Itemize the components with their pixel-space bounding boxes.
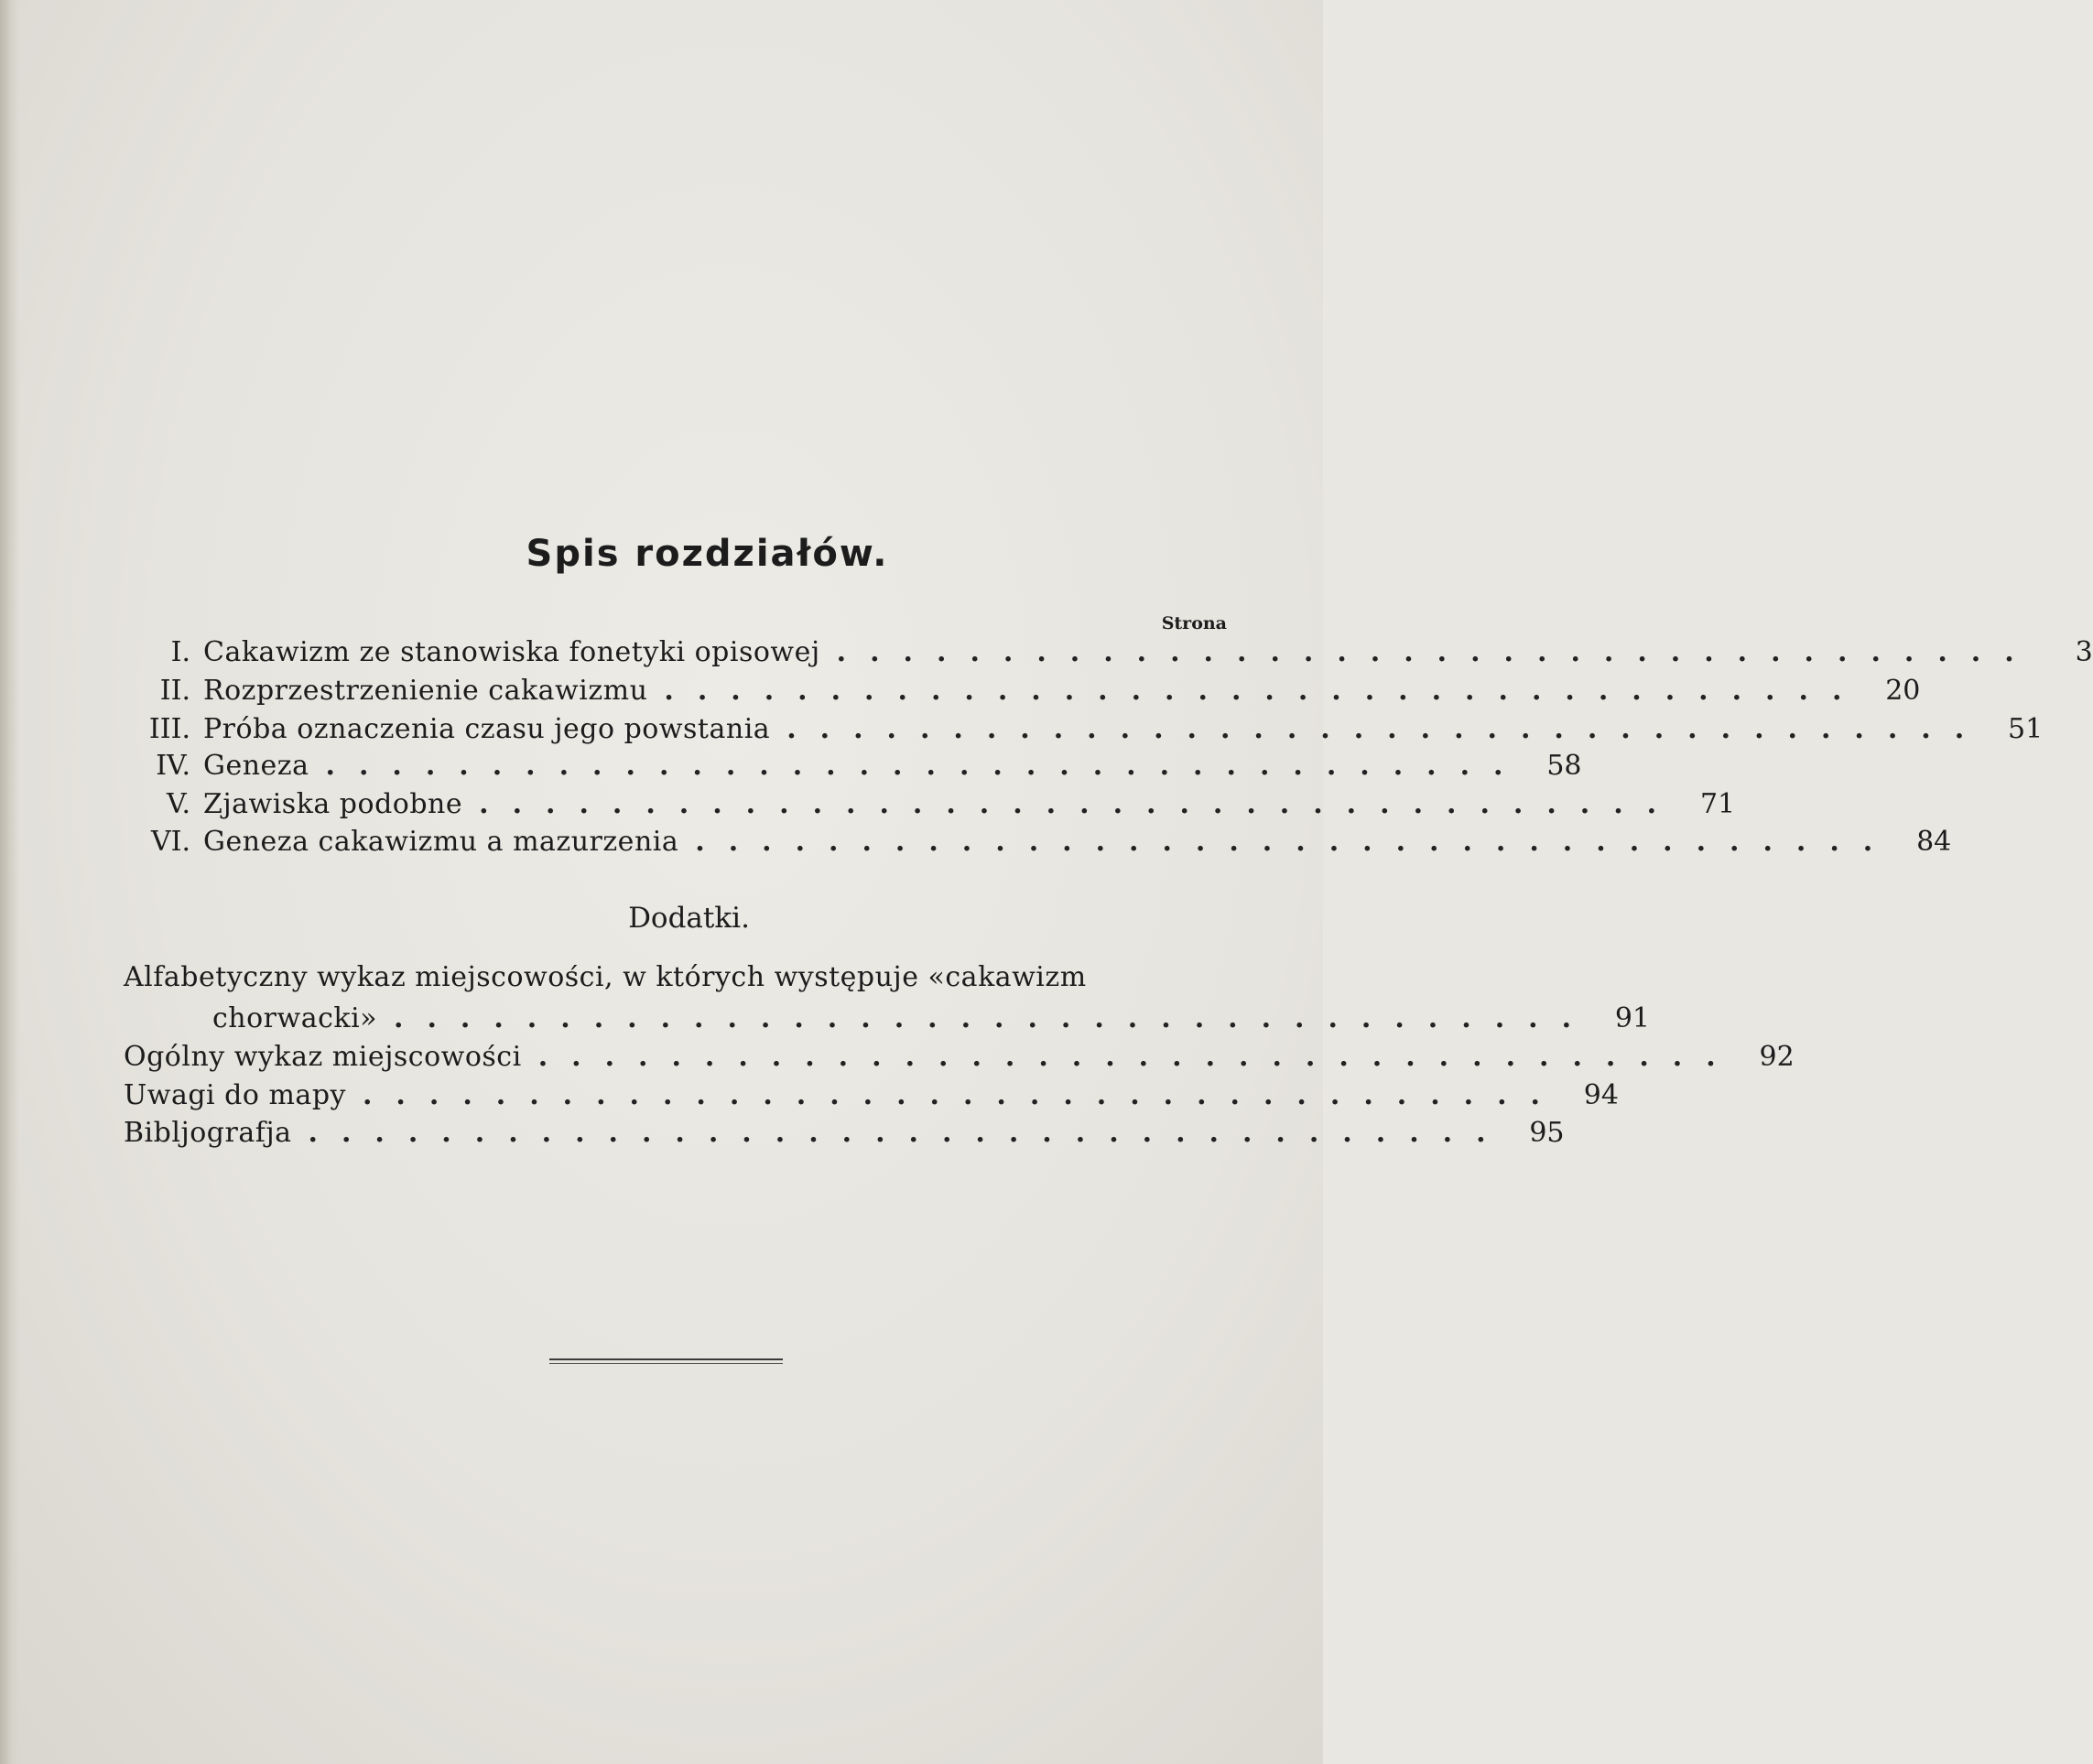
chapter-title: Geneza: [203, 750, 309, 782]
chapter-page-number: 3: [2075, 636, 2093, 668]
chapter-page-number: 20: [1885, 675, 1921, 707]
chapter-page-number: 51: [2008, 713, 2044, 745]
chapter-page-number: 58: [1546, 750, 1582, 782]
dot-leader: ....................................: [325, 750, 1527, 782]
chapter-numeral: I.: [170, 636, 190, 668]
chapter-page-number: 71: [1699, 788, 1736, 820]
dot-leader: ....................................: [479, 788, 1681, 820]
page-title: Spis rozdziałów.: [526, 533, 889, 575]
toc-entry: [119, 707, 2044, 745]
toc-entry: [119, 630, 2093, 668]
page-binding-shadow: [0, 0, 20, 1764]
appendix-entry: [124, 1110, 1565, 1149]
appendix-entry: [124, 1073, 1619, 1111]
chapter-numeral: IV.: [156, 750, 190, 782]
appendix-entry: [212, 996, 1651, 1034]
appendix-page-number: 91: [1614, 1002, 1651, 1034]
chapter-numeral: V.: [167, 788, 190, 820]
appendix-title-first-line: Alfabetyczny wykaz miejscowości, w których występuje «cakawizm: [124, 961, 1087, 993]
chapter-title: Rozprzestrzenienie cakawizmu: [203, 675, 648, 707]
dot-leader: ....................................: [664, 675, 1866, 707]
chapter-title: Próba oznaczenia czasu jego powstania: [203, 713, 771, 745]
dot-leader: ....................................: [308, 1117, 1510, 1149]
appendix-title: chorwacki»: [212, 1002, 378, 1034]
appendix-title: Ogólny wykaz miejscowości: [124, 1041, 522, 1073]
dot-leader: ....................................: [537, 1041, 1740, 1073]
appendix-heading: Dodatki.: [628, 902, 750, 935]
appendix-title: Uwagi do mapy: [124, 1079, 346, 1111]
dot-leader: ....................................: [695, 826, 1897, 858]
appendix-page-number: 92: [1759, 1041, 1795, 1073]
chapter-title: Geneza cakawizmu a mazurzenia: [203, 826, 679, 858]
appendix-page-number: 95: [1529, 1117, 1565, 1149]
chapter-title: Cakawizm ze stanowiska fonetyki opisowej: [203, 636, 820, 668]
page-column-header: Strona: [1161, 613, 1227, 633]
toc-entry: [119, 668, 1921, 707]
toc-entry: [119, 743, 1582, 782]
dot-leader: ....................................: [836, 636, 2038, 668]
dot-leader: ....................................: [362, 1079, 1564, 1111]
toc-entry: [119, 782, 1736, 820]
dot-leader: ....................................: [786, 713, 1989, 745]
chapter-numeral: VI.: [150, 826, 190, 858]
chapter-page-number: 84: [1916, 826, 1952, 858]
appendix-entry: [124, 1034, 1795, 1073]
chapter-numeral: II.: [159, 675, 190, 707]
appendix-page-number: 94: [1583, 1079, 1619, 1111]
chapter-numeral: III.: [148, 713, 190, 745]
dot-leader: ....................................: [394, 1002, 1596, 1034]
toc-entry: [119, 819, 1952, 858]
appendix-title: Bibljografja: [124, 1117, 292, 1149]
closing-rule: [549, 1358, 783, 1367]
chapter-title: Zjawiska podobne: [203, 788, 463, 820]
